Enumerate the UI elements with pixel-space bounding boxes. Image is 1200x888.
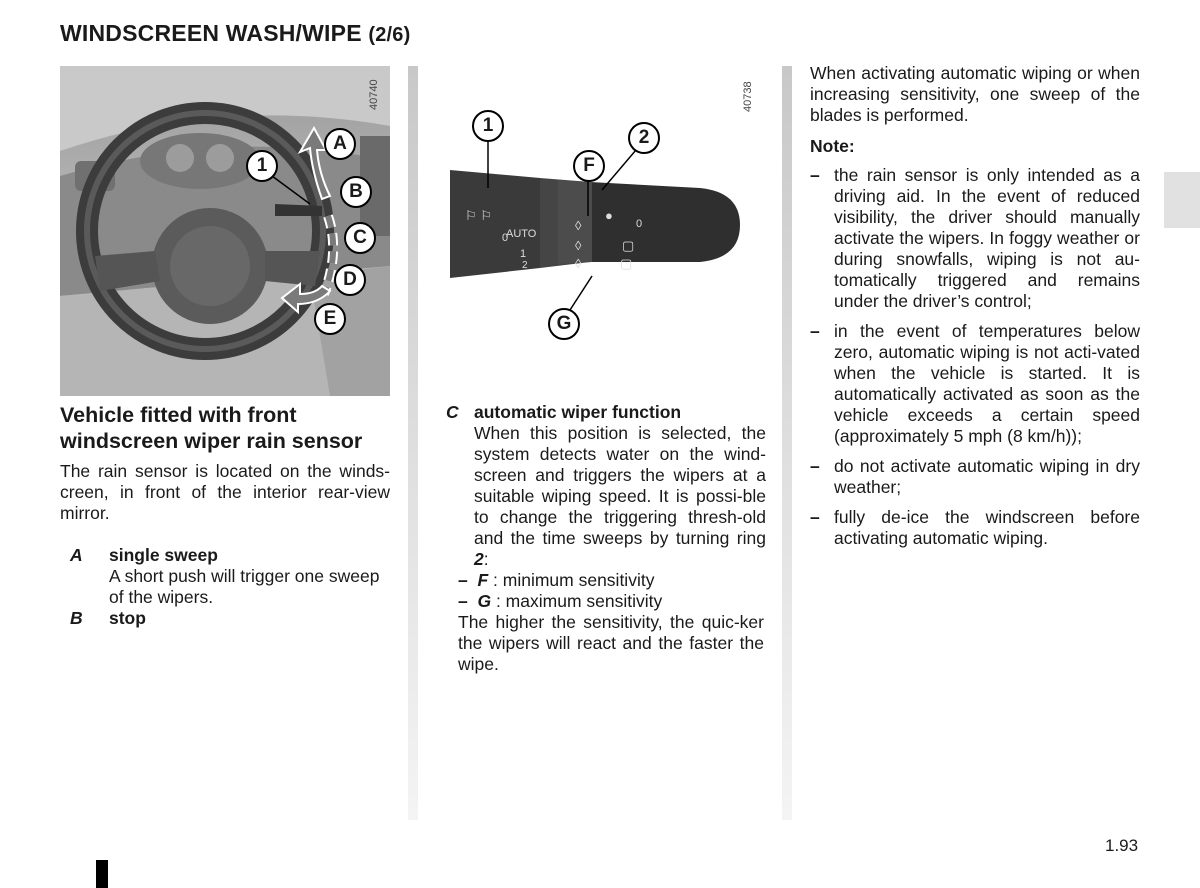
closing-paragraph: The higher the sensitivity, the quic-ker the wipers will react and the faster the wipe. [458, 612, 764, 674]
callout-stalk-2: 2 [628, 122, 660, 154]
bullet-text: do not activate automatic wiping in dry weather; [834, 456, 1140, 497]
item-text: A short push will trigger one sweep of the wipers. [109, 566, 380, 607]
item-title: automatic wiper function [474, 402, 682, 422]
page-title [60, 20, 410, 47]
item-key: C [446, 402, 459, 422]
sub-key: F [477, 570, 489, 590]
item-A [70, 545, 390, 608]
note-bullet [810, 165, 1140, 312]
dash: – [458, 570, 468, 590]
item-key: A [70, 545, 83, 565]
callout-stalk-1: 1 [472, 110, 504, 142]
wiper-stalk-figure [440, 100, 760, 350]
callout-B: B [340, 176, 372, 208]
callout-1: 1 [246, 150, 278, 182]
page-number: 1.93 [1105, 836, 1139, 855]
callout-stalk-G: G [548, 308, 580, 340]
bullet-text: the rain sensor is only intended as a driving aid. In the event of reduced visibility, the driver should manually activate the wipers. In foggy weather or during snowfalls, wiping is not au-tomatically triggered and remains under the driver’s control; [834, 165, 1140, 311]
item-title: stop [109, 608, 146, 628]
bullet-text: fully de-ice the windscreen before activating automatic wiping. [834, 507, 1140, 548]
svg-text:◊: ◊ [575, 218, 582, 233]
stalk-two: 2 [522, 260, 528, 271]
column-divider-right [782, 66, 792, 820]
sensitivity-item-F [458, 570, 766, 591]
note-label: Note: [810, 136, 855, 156]
note-bullets [810, 165, 1140, 558]
svg-text:▢: ▢ [622, 238, 635, 253]
callout-stalk-F: F [573, 150, 605, 182]
section-heading: Vehicle fitted with front windscreen wiper rain sensor [60, 403, 363, 453]
svg-text:●: ● [605, 208, 613, 223]
callout-A: A [324, 128, 356, 160]
note-bullet [810, 456, 1140, 498]
item-title: single sweep [109, 545, 218, 565]
page-title-text: WINDSCREEN WASH/WIPE [60, 20, 362, 46]
stalk-one: 1 [520, 248, 527, 260]
ring-ref: 2 [474, 549, 484, 569]
chapter-tab-marker [1164, 172, 1200, 228]
item-B [70, 608, 390, 629]
steering-wheel-figure [60, 66, 390, 396]
svg-text:◊: ◊ [575, 256, 582, 271]
stalk-zero-b: 0 [636, 218, 643, 230]
sub-text: : minimum sensitivity [488, 570, 655, 590]
bullet-dash: – [810, 321, 820, 341]
column-divider-left [408, 66, 418, 820]
item-list-left [70, 545, 390, 629]
callout-C: C [344, 222, 376, 254]
figure-code-left: 40740 [368, 79, 380, 110]
item-C-block [446, 402, 766, 675]
callout-E: E [314, 303, 346, 335]
bullet-dash: – [810, 456, 820, 476]
sub-text: : maximum sensitivity [491, 591, 663, 611]
intro-paragraph: The rain sensor is located on the winds-creen, in front of the interior rear-view mirror. [60, 461, 390, 523]
steering-wheel-illustration [60, 66, 390, 396]
dash: – [458, 591, 468, 611]
item-text-body: When this position is selected, the system detects water on the wind-screen and triggers the wipers at a suitable wiping speed. It is possi-ble to change the triggering thresh-old and the time sweeps by turning ring [474, 423, 766, 548]
item-key: B [70, 608, 83, 628]
figure-code-middle: 40738 [742, 81, 754, 112]
ring-suffix: : [483, 549, 489, 569]
svg-text:▢: ▢ [620, 256, 633, 271]
note-bullet [810, 507, 1140, 549]
callout-D: D [334, 264, 366, 296]
page-part: (2/6) [368, 24, 411, 46]
bullet-dash: – [810, 507, 820, 527]
svg-text:◊: ◊ [575, 238, 582, 253]
right-intro: When activating automatic wiping or when increasing sensitivity, one sweep of the blades is performed. [810, 63, 1140, 125]
sub-key: G [477, 591, 492, 611]
item-C [446, 402, 766, 570]
sensitivity-item-G [458, 591, 766, 612]
note-bullet [810, 321, 1140, 447]
svg-text:⚐ ⚐: ⚐ ⚐ [465, 208, 492, 223]
corner-bar [96, 860, 108, 888]
bullet-text: in the event of temperatures below zero, automatic wiping is not acti-vated when the vehicle is started. It is automatically activated as soon as the vehicle exceeds a certain speed (approximately 5 mph (8 km/h)); [834, 321, 1140, 446]
sensitivity-list [458, 570, 766, 675]
stalk-auto: AUTO [506, 228, 537, 240]
item-text [474, 423, 766, 570]
bullet-dash: – [810, 165, 820, 185]
stalk-zero-a: 0 [502, 232, 509, 244]
